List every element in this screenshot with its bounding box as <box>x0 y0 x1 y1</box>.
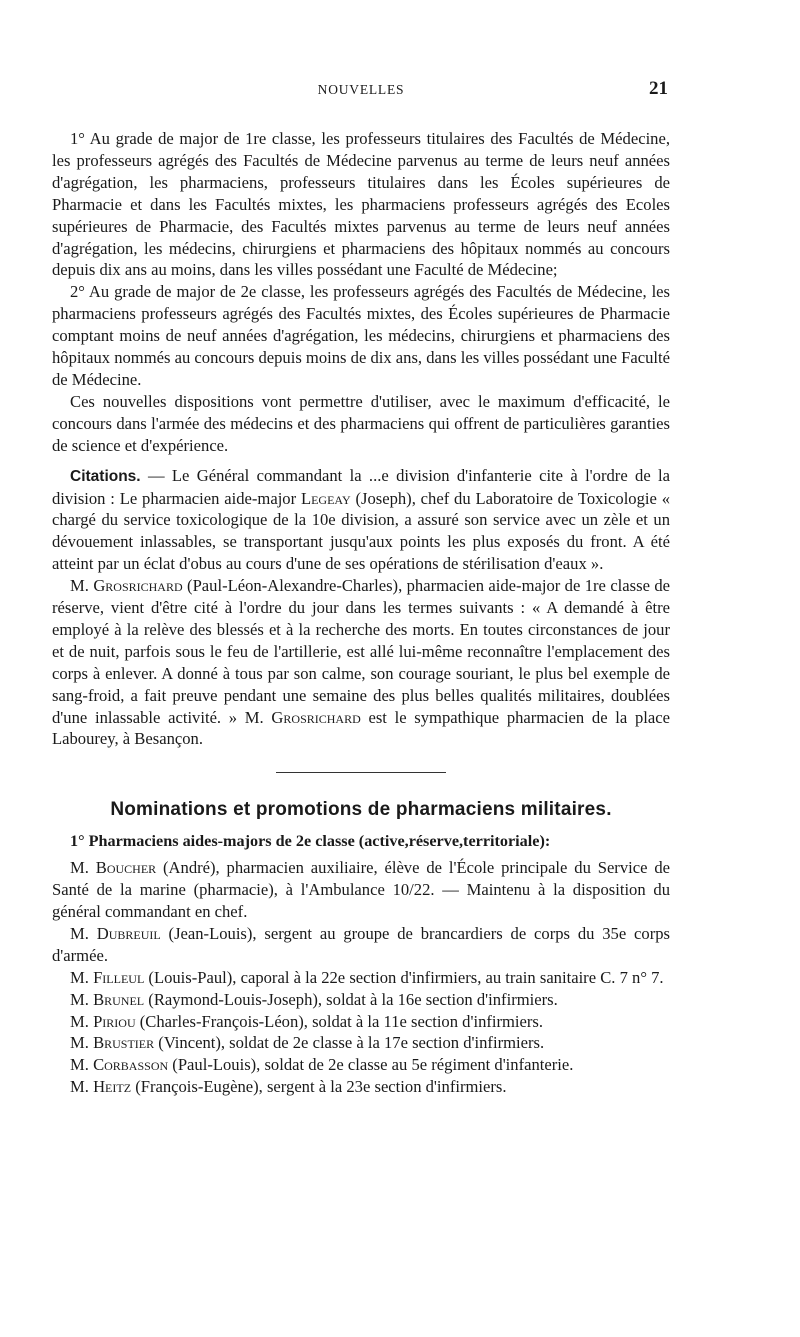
person-name: Grosrichard <box>93 576 183 596</box>
paragraph-citation-grosrichard <box>52 575 670 750</box>
entry-prefix: M. <box>70 1077 94 1097</box>
list-item <box>52 1076 670 1098</box>
paragraph-citation-legeay <box>52 465 670 576</box>
citation-text: est le sympathique pharmacien de la place Labourey, à Besançon. <box>52 707 670 749</box>
running-title: NOUVELLES <box>317 82 405 97</box>
entry-prefix: M. <box>70 858 96 878</box>
person-name: Corbasson <box>93 1055 169 1075</box>
list-item <box>52 1054 670 1076</box>
person-name: Heitz <box>93 1077 132 1097</box>
entry-text: (Jean-Louis), sergent au groupe de brancardiers de corps du 35e corps d'armée. <box>52 923 670 965</box>
citations-label: Citations. <box>70 467 141 485</box>
sub-heading: 1° Pharmaciens aides-majors de 2e classe (active,réserve,territoriale): <box>70 832 551 851</box>
paragraph-dispositions: Ces nouvelles dispositions vont permettre d'utiliser, avec le maximum d'efficacité, le concours dans l'armée des médecins et des pharmaciens qui offrent de particulières garanties de science et d'expérience. <box>52 391 670 455</box>
entry-prefix: M. <box>70 1033 94 1053</box>
section-divider <box>276 772 446 773</box>
person-name: Dubreuil <box>96 923 161 943</box>
entry-prefix: M. <box>70 967 94 987</box>
citation-text: (Joseph), chef du Laboratoire de Toxicologie « chargé du service toxicologique de la 10e division, a assuré son service avec un zèle et un dévouement inlassables, se transportant jusqu'aux points les plus exposés du front. A été atteint par un éclat d'obus au cours d'une de ses opérations de stérilisation d'eaux ». <box>52 488 670 574</box>
person-name: Brustier <box>93 1033 155 1053</box>
section-title: Nominations et promotions de pharmaciens militaires. <box>110 799 612 821</box>
entry-text: (Vincent), soldat de 2e classe à la 17e section d'infirmiers. <box>154 1033 545 1053</box>
page-header <box>52 78 670 104</box>
entry-text: (Charles-François-Léon), soldat à la 11e section d'infirmiers. <box>135 1011 544 1031</box>
entry-prefix: M. <box>70 989 94 1009</box>
person-name: Boucher <box>95 858 157 878</box>
citation-text: — Le Général commandant la ...e division d'infanterie cite à l'ordre de la division : Le pharmacien aide-major <box>52 465 670 508</box>
person-name: Piriou <box>93 1011 136 1031</box>
list-item <box>52 923 670 967</box>
person-name: Brunel <box>93 989 145 1009</box>
person-name: Filleul <box>93 967 145 987</box>
entry-text: (Paul-Louis), soldat de 2e classe au 5e régiment d'infanterie. <box>168 1055 574 1075</box>
person-name: Grosrichard <box>271 707 361 727</box>
citation-text: (Paul-Léon-Alexandre-Charles), pharmacien aide-major de 1re classe de réserve, vient d'être cité à l'ordre du jour dans les termes suivants : « A demandé à être employé à la relève des blessés et à la recherche des morts. En toutes circonstances de jour et de nuit, parfois sous le feu de l'artillerie, est allé lui-même reconnaître l'emplacement des corps à enlever. A donné à tous par son calme, son courage souriant, le plus bel exemple de sang-froid, a fait preuve pendant une semaine des plus belles qualités militaires, doublées d'une inlassable activité. » M. <box>52 576 670 727</box>
page-number: 21 <box>649 78 668 99</box>
person-name: Legeay <box>300 488 351 508</box>
list-item <box>52 967 670 989</box>
entry-prefix: M. <box>70 1055 94 1075</box>
paragraph-grade-major-1: 1° Au grade de major de 1re classe, les professeurs titulaires des Facultés de Médecine, les professeurs agrégés des Facultés de Médecine parvenus au terme de leurs neuf années d'agrégation, les pharmaciens, professeurs titulaires dans les Écoles supérieures de Pharmacie et dans les Facultés mixtes, les pharmaciens professeurs agrégés des Ecoles supérieures de Pharmacie, des Facultés mixtes parvenus au terme de leurs neuf années d'agrégation, les médecins, chirurgiens et pharmaciens des hôpitaux nommés au concours depuis dix ans au moins, dans les villes possédant une Faculté de Médecine; <box>52 129 670 280</box>
entry-text: (François-Eugène), sergent à la 23e section d'infirmiers. <box>131 1077 507 1097</box>
list-item <box>52 989 670 1011</box>
entry-text: (Louis-Paul), caporal à la 22e section d'infirmiers, au train sanitaire C. 7 n° 7. <box>144 967 664 987</box>
paragraph-grade-major-2: 2° Au grade de major de 2e classe, les professeurs agrégés des Facultés de Médecine, les pharmaciens professeurs agrégés des Facultés mixtes, des Écoles supérieures de Pharmacie comptant moins de neuf années d'agrégation, les médecins, chirurgiens et pharmaciens des hôpitaux nommés au concours depuis moins de dix ans, dans les villes possédant une Faculté de Médecine. <box>52 282 671 389</box>
entry-prefix: M. <box>70 923 97 943</box>
entry-prefix: M. <box>70 1011 94 1031</box>
list-item <box>52 1032 670 1054</box>
body-text <box>52 128 670 1098</box>
entry-text: (Raymond-Louis-Joseph), soldat à la 16e section d'infirmiers. <box>144 989 558 1009</box>
citation-text: M. <box>70 576 94 596</box>
list-item <box>52 857 670 923</box>
list-item <box>52 1011 670 1033</box>
entry-text: (André), pharmacien auxiliaire, élève de l'École principale du Service de Santé de la marine (pharmacie), à l'Ambulance 10/22. — Maintenu à la disposition du général commandant en chef. <box>52 858 670 921</box>
